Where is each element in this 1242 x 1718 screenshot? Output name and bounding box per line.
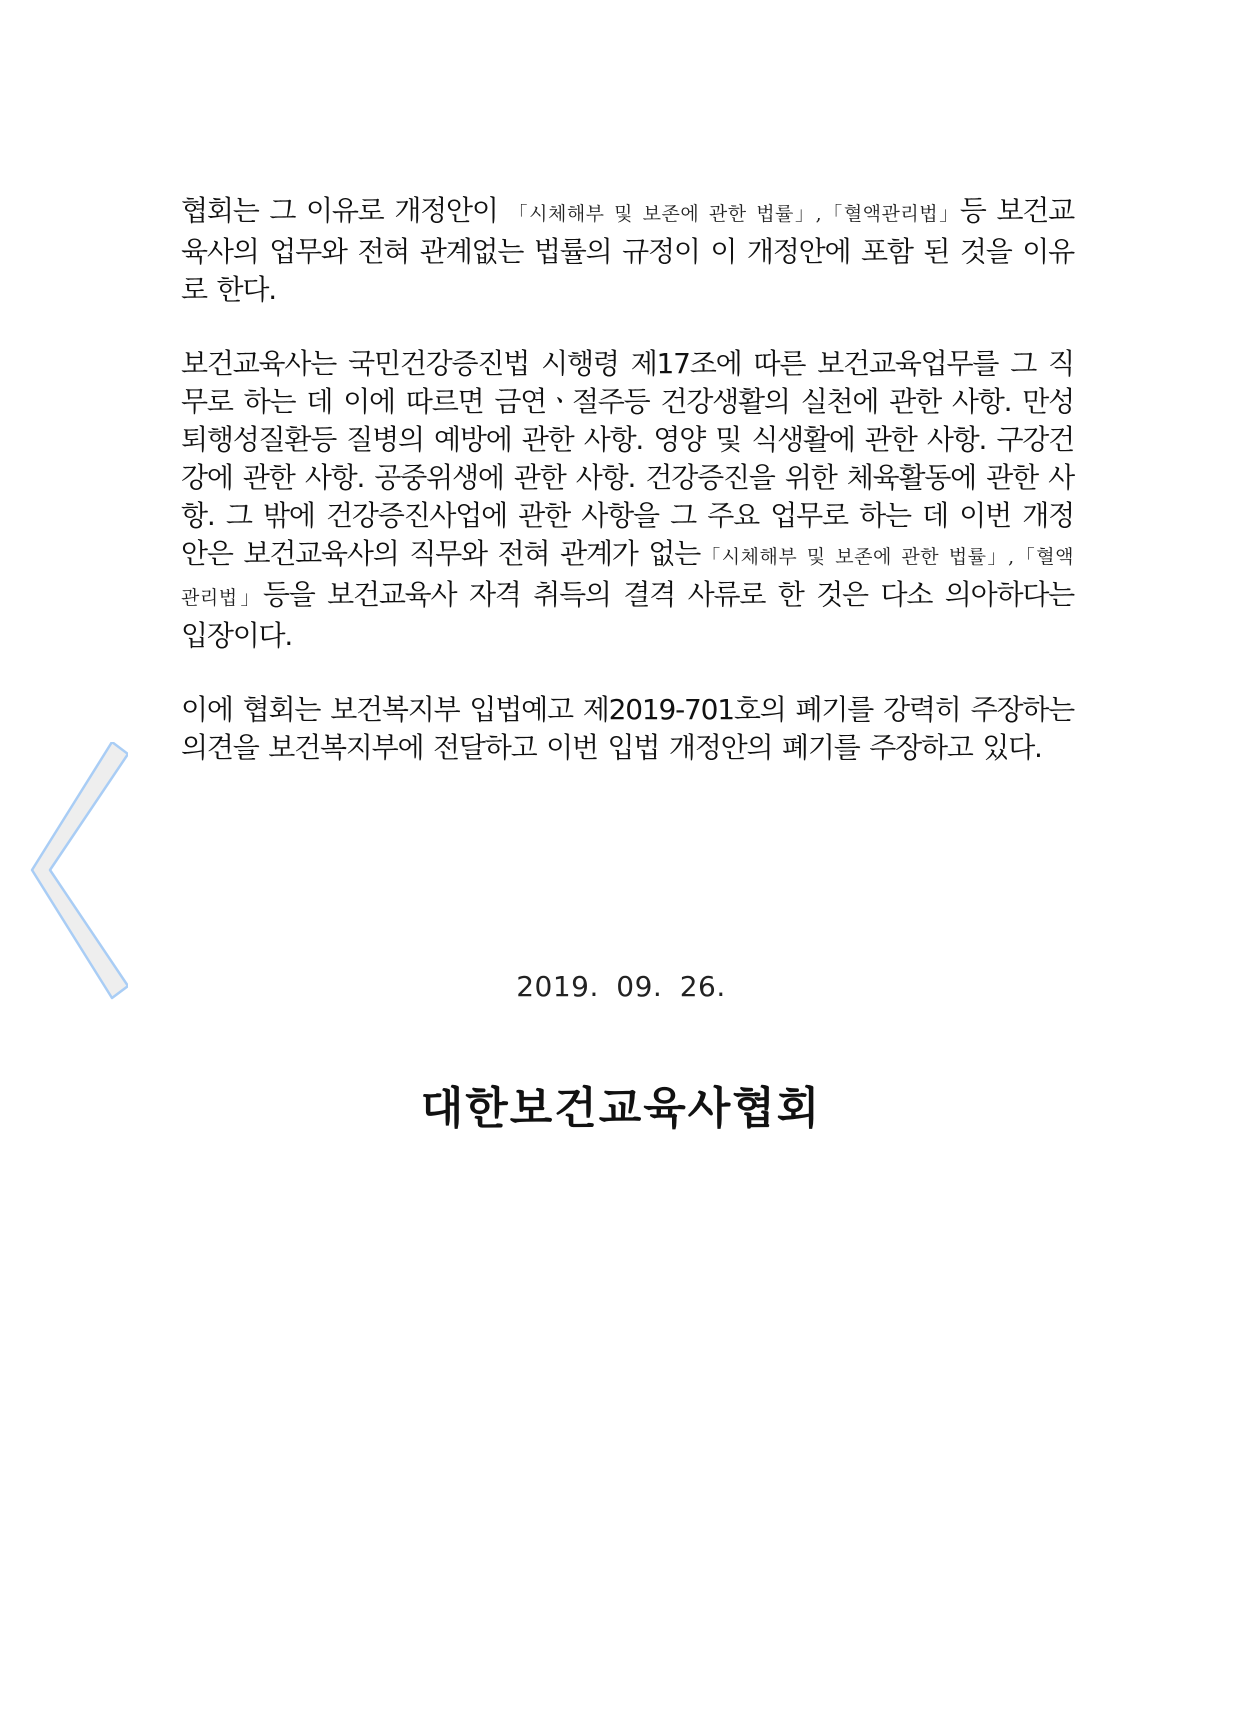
paragraph-2 — [181, 345, 1074, 655]
chevron-left-icon — [28, 742, 128, 1002]
law-title-blood: 「혈액관리법」 — [181, 546, 1074, 609]
law-title-cadaver: 「시체해부 및 보존에 관한 법률」, — [700, 546, 1015, 568]
law-title-blood: 「혈액관리법」 — [822, 203, 960, 225]
article-body — [181, 192, 1074, 803]
paragraph-3-text: 이에 협회는 보건복지부 입법예고 제2019-701호의 폐기를 강력히 주장하는 의견을 보건복지부에 전달하고 이번 입법 개정안의 폐기를 주장하고 있다. — [181, 693, 1074, 764]
law-title-cadaver: 「시체해부 및 보존에 관한 법률」, — [508, 203, 823, 225]
paragraph-1 — [181, 192, 1074, 309]
paragraph-3 — [181, 691, 1074, 767]
paragraph-1-text-a: 협회는 그 이유로 개정안이 — [181, 194, 498, 227]
paragraph-1-text-b: 등 보건교육사의 업무와 전혀 관계없는 법률의 규정이 이 개정안에 포함 된 것을 이유로 한다. — [181, 194, 1074, 306]
publication-date: 2019. 09. 26. — [516, 970, 726, 1003]
paragraph-2-text-a: 보건교육사는 국민건강증진법 시행령 제17조에 따른 보건교육업무를 그 직무로 하는 데 이에 따르면 금연ㆍ절주등 건강생활의 실천에 관한 사항. 만성퇴행성질환등 질병의 예방에 관한 사항. 영양 및 식생활에 관한 사항. 구강건강에 관한 사항. 공중위생에 관한 사항. 건강증진을 위한 체육활동에 관한 사항. 그 밖에 건강증진사업에 관한 사항을 그 주요 업무로 하는 데 이번 개정안은 보건교육사의 직무와 전혀 관계가 없는 — [181, 347, 1074, 570]
organization-name: 대한보건교육사협회 — [420, 1083, 822, 1134]
paragraph-2-text-b: 등을 보건교육사 자격 취득의 결격 사류로 한 것은 다소 의아하다는 입장이다. — [181, 578, 1075, 652]
previous-page-button[interactable] — [28, 742, 128, 1002]
